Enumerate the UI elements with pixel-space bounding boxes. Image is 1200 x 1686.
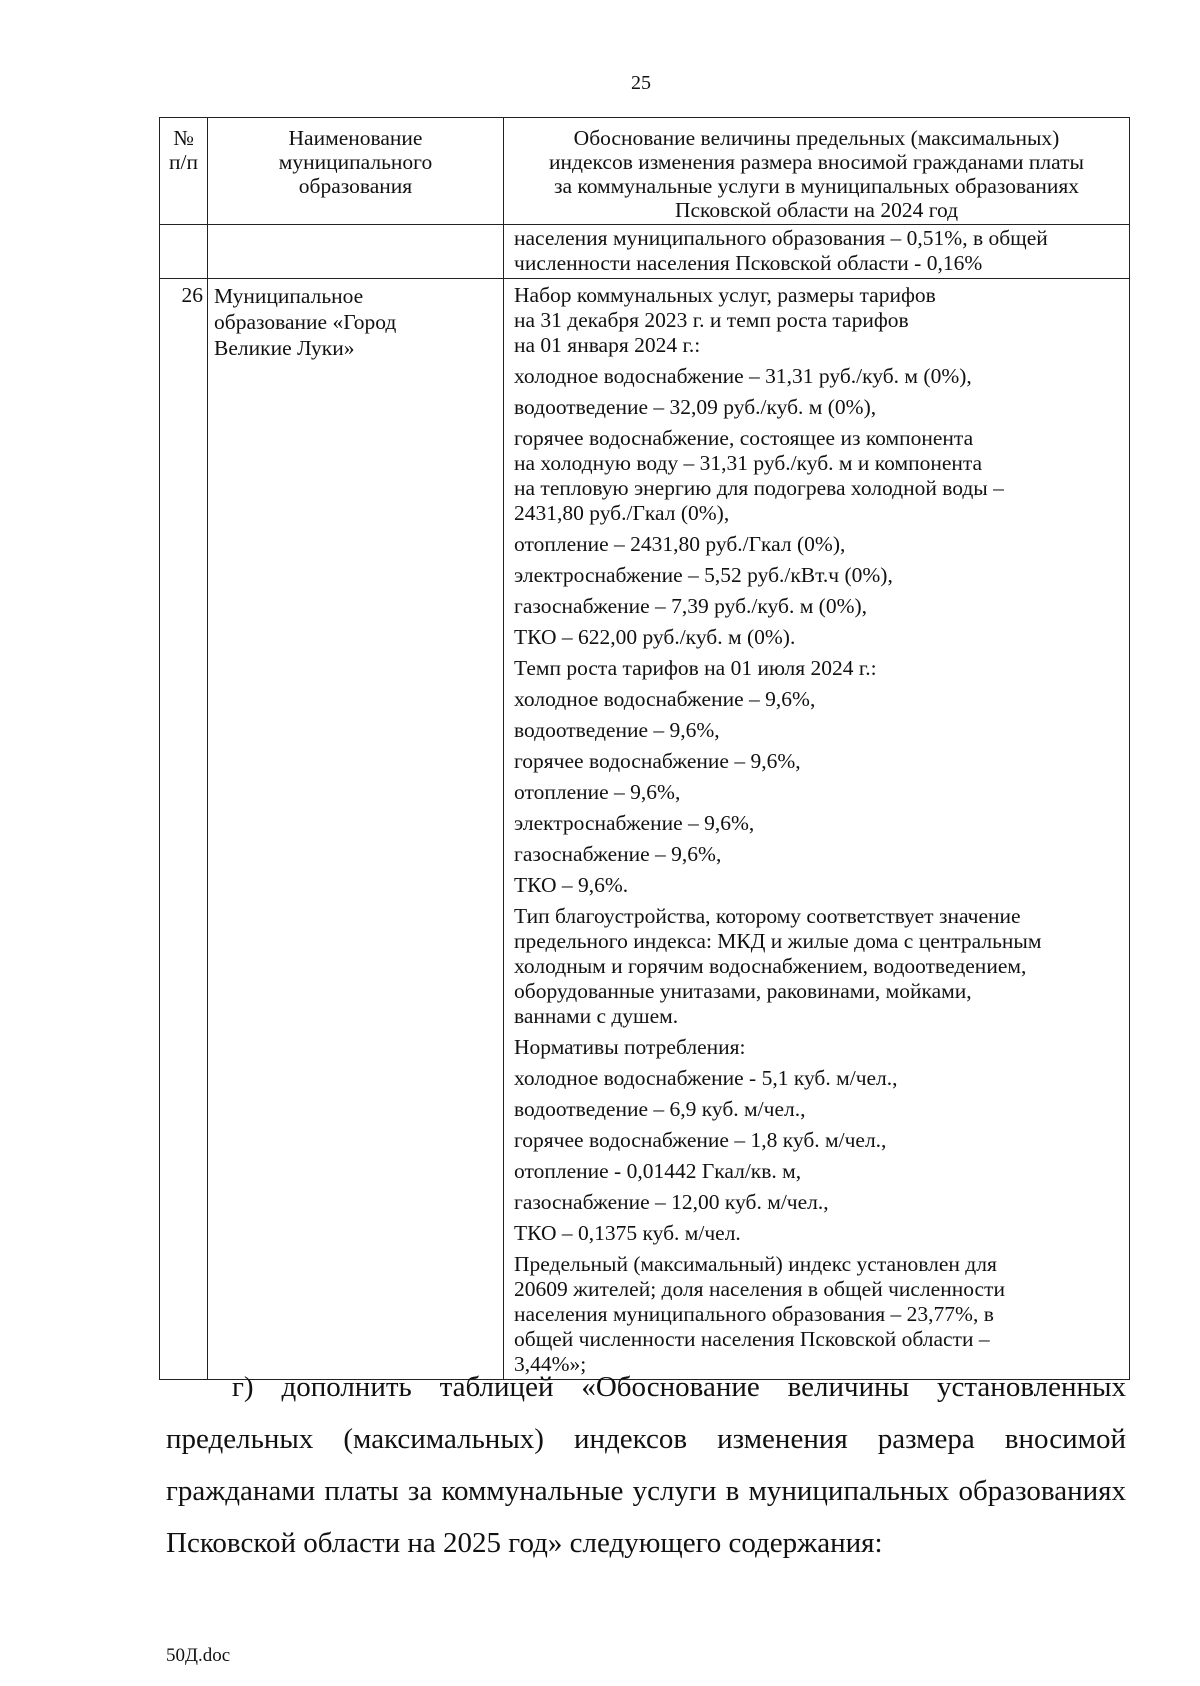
name-line: Великие Луки» (214, 336, 355, 360)
text-line: на тепловую энергию для подогрева холодной воды – (514, 476, 1004, 500)
header-line: п/п (169, 150, 198, 174)
justification-paragraph (514, 656, 1121, 681)
text-line: 20609 жителей; доля населения в общей численности (514, 1277, 1005, 1301)
text-line: населения муниципального образования – 23,77%, в (514, 1302, 994, 1326)
justification-paragraph (514, 842, 1121, 867)
table-row (160, 279, 1130, 1380)
text-line: холодным и горячим водоснабжением, водоотведением, (514, 954, 1027, 978)
justification-cell (504, 279, 1130, 1380)
text-line: отопление - 0,01442 Гкал/кв. м, (514, 1159, 802, 1183)
text-line: Нормативы потребления: (514, 1035, 746, 1059)
justification-paragraph (514, 1066, 1121, 1091)
text-line: газоснабжение – 9,6%, (514, 842, 722, 866)
continuation-text-cell (504, 225, 1130, 279)
justification-paragraph (514, 364, 1121, 389)
text-line: водоотведение – 6,9 куб. м/чел., (514, 1097, 806, 1121)
continuation-line: численности населения Псковской области - 0,16% (514, 251, 983, 275)
justification-paragraph (514, 283, 1121, 358)
text-line: Темп роста тарифов на 01 июля 2024 г.: (514, 656, 877, 680)
name-line: Муниципальное (214, 284, 364, 308)
amendment-paragraph (166, 1361, 1126, 1569)
justification-paragraph (514, 1190, 1121, 1215)
justification-paragraph (514, 1128, 1121, 1153)
text-line: 3,44%»; (514, 1352, 587, 1376)
justification-paragraph (514, 532, 1121, 557)
justification-paragraph (514, 1252, 1121, 1377)
tariff-justification-table (159, 117, 1130, 1380)
text-line: холодное водоснабжение – 9,6%, (514, 687, 816, 711)
text-line: предельного индекса: МКД и жилые дома с центральным (514, 929, 1042, 953)
justification-paragraph (514, 904, 1121, 1029)
justification-paragraph (514, 780, 1121, 805)
text-line: ТКО – 622,00 руб./куб. м (0%). (514, 625, 796, 649)
name-line: образование «Город (214, 310, 397, 334)
header-line: Псковской области на 2024 год (674, 198, 959, 222)
justification-paragraph (514, 1035, 1121, 1060)
header-name (208, 118, 504, 225)
table-header-row (160, 118, 1130, 225)
row-number: 26 (160, 279, 208, 1380)
text-line: электроснабжение – 5,52 руб./кВт.ч (0%), (514, 563, 893, 587)
justification-paragraph (514, 873, 1121, 898)
text-line: оборудованные унитазами, раковинами, мойками, (514, 979, 972, 1003)
justification-paragraph (514, 749, 1121, 774)
text-line: горячее водоснабжение – 1,8 куб. м/чел., (514, 1128, 887, 1152)
amendment-text: г) дополнить таблицей «Обоснование величины установленных предельных (максимальных) индексов изменения размера вносимой гражданами платы за коммунальные услуги в муниципальных образованиях Псковской области на 2025 год» следующего содержания: (166, 1371, 1126, 1559)
text-line: холодное водоснабжение - 5,1 куб. м/чел., (514, 1066, 898, 1090)
text-line: отопление – 2431,80 руб./Гкал (0%), (514, 532, 846, 556)
header-line: за коммунальные услуги в муниципальных образованиях (553, 174, 1080, 198)
justification-paragraph (514, 1221, 1121, 1246)
justification-paragraph (514, 426, 1121, 526)
justification-paragraph (514, 563, 1121, 588)
header-num (160, 118, 208, 225)
text-line: газоснабжение – 12,00 куб. м/чел., (514, 1190, 829, 1214)
text-line: газоснабжение – 7,39 руб./куб. м (0%), (514, 594, 868, 618)
header-justification (504, 118, 1130, 225)
header-line: индексов изменения размера вносимой гражданами платы (549, 150, 1084, 174)
text-line: электроснабжение – 9,6%, (514, 811, 755, 835)
header-line: муниципального (278, 150, 433, 174)
text-line: Тип благоустройства, которому соответствует значение (514, 904, 1021, 928)
text-line: водоотведение – 9,6%, (514, 718, 720, 742)
header-line: Обоснование величины предельных (максимальных) (573, 126, 1060, 150)
text-line: водоотведение – 32,09 руб./куб. м (0%), (514, 395, 877, 419)
justification-paragraph (514, 811, 1121, 836)
text-line: горячее водоснабжение – 9,6%, (514, 749, 801, 773)
text-line: ваннами с душем. (514, 1004, 679, 1028)
text-line: на холодную воду – 31,31 руб./куб. м и компонента (514, 451, 983, 475)
header-line: № (173, 126, 194, 150)
justification-paragraph (514, 1159, 1121, 1184)
continuation-row (160, 225, 1130, 279)
page-number: 25 (631, 72, 651, 94)
document-filename: 50Д.doc (166, 1645, 231, 1666)
text-line: ТКО – 9,6%. (514, 873, 629, 897)
text-line: горячее водоснабжение, состоящее из компонента (514, 426, 974, 450)
continuation-name-cell (208, 225, 504, 279)
text-line: Набор коммунальных услуг, размеры тарифов (514, 283, 936, 307)
continuation-line: населения муниципального образования – 0,51%, в общей (514, 226, 1048, 250)
text-line: отопление – 9,6%, (514, 780, 681, 804)
text-line: общей численности населения Псковской области – (514, 1327, 990, 1351)
justification-paragraph (514, 687, 1121, 712)
text-line: на 31 декабря 2023 г. и темп роста тарифов (514, 308, 909, 332)
text-line: Предельный (максимальный) индекс установлен для (514, 1252, 997, 1276)
justification-paragraph (514, 594, 1121, 619)
justification-paragraph (514, 625, 1121, 650)
header-line: Наименование (288, 126, 423, 150)
continuation-num-cell (160, 225, 208, 279)
justification-paragraph (514, 718, 1121, 743)
municipality-name (208, 279, 504, 1380)
justification-paragraphs (514, 283, 1121, 1377)
text-line: ТКО – 0,1375 куб. м/чел. (514, 1221, 741, 1245)
text-line: 2431,80 руб./Гкал (0%), (514, 501, 730, 525)
justification-paragraph (514, 395, 1121, 420)
justification-paragraph (514, 1097, 1121, 1122)
text-line: холодное водоснабжение – 31,31 руб./куб. м (0%), (514, 364, 972, 388)
header-line: образования (298, 174, 413, 198)
text-line: на 01 января 2024 г.: (514, 333, 701, 357)
